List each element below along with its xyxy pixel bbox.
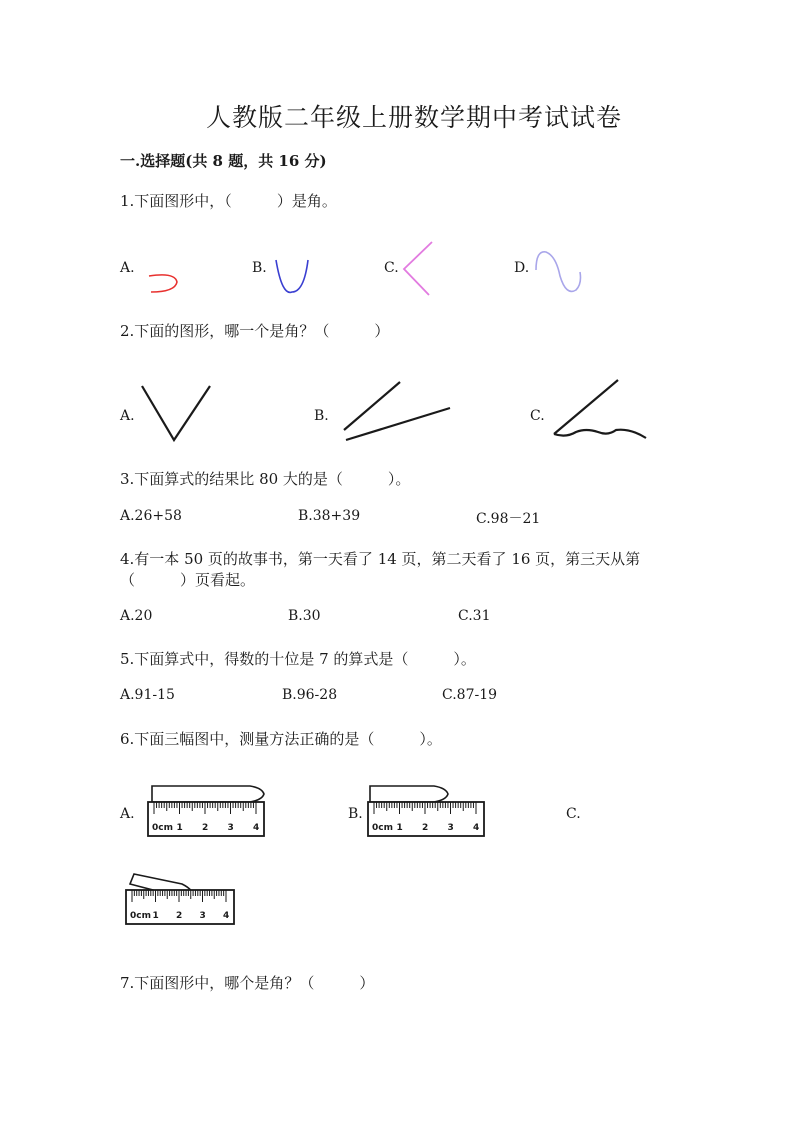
q1-option-a-label: A. xyxy=(120,260,135,276)
page-title: 人教版二年级上册数学期中考试试卷 xyxy=(206,103,623,132)
ruler-tick-label: 0cm xyxy=(372,823,393,833)
ruler-tick-label: 0cm xyxy=(152,823,173,833)
ruler-tick-label: 4 xyxy=(253,823,260,833)
ruler-tick-label: 3 xyxy=(447,823,454,833)
q2-option-c-curved-angle-icon[interactable] xyxy=(548,376,652,442)
q6-option-b-label: B. xyxy=(348,806,363,822)
q4-option-a[interactable]: A.20 xyxy=(120,608,153,624)
q6-option-a-label: A. xyxy=(120,806,135,822)
ruler-tick-label: 1 xyxy=(152,911,159,921)
ruler-tick-label: 2 xyxy=(176,911,183,921)
q1-option-b-label: B. xyxy=(252,260,267,276)
q4-option-c[interactable]: C.31 xyxy=(458,608,491,624)
section-heading: 一.选择题(共 8 题，共 16 分) xyxy=(120,152,327,170)
q6-option-b-ruler-icon[interactable] xyxy=(366,782,492,840)
q2-option-a-label: A. xyxy=(120,408,135,424)
ruler-tick-label: 0cm xyxy=(130,911,151,921)
ruler-tick-label: 2 xyxy=(422,823,429,833)
q6-option-a-ruler-icon[interactable] xyxy=(146,782,272,840)
q1-option-d-label: D. xyxy=(514,260,530,276)
q4-option-b[interactable]: B.30 xyxy=(288,608,321,624)
ruler-tick-label: 4 xyxy=(223,911,230,921)
q2-option-c-label: C. xyxy=(530,408,545,424)
ruler-tick-label: 1 xyxy=(396,823,403,833)
question-5-stem: 5.下面算式中，得数的十位是 7 的算式是（ ）。 xyxy=(120,650,476,668)
q1-option-c-label: C. xyxy=(384,260,399,276)
q1-option-b-u-shape-icon[interactable] xyxy=(272,256,312,296)
ruler-tick-label: 4 xyxy=(473,823,480,833)
question-4-stem-line1: 4.有一本 50 页的故事书，第一天看了 14 页，第二天看了 16 页，第三天从第 xyxy=(120,550,641,568)
q5-option-b[interactable]: B.96-28 xyxy=(282,687,338,703)
q5-option-c[interactable]: C.87-19 xyxy=(442,687,498,703)
q3-option-c[interactable]: C.98－21 xyxy=(476,511,541,527)
ruler-tick-label: 3 xyxy=(199,911,206,921)
question-4-stem-line2: （ ）页看起。 xyxy=(120,571,256,589)
ruler-tick-label: 1 xyxy=(176,823,183,833)
question-3-stem: 3.下面算式的结果比 80 大的是（ ）。 xyxy=(120,470,411,488)
q5-option-a[interactable]: A.91-15 xyxy=(120,687,175,703)
q6-option-c-ruler-icon[interactable] xyxy=(124,862,250,928)
q1-option-d-wave-icon[interactable] xyxy=(532,248,584,296)
q3-option-b[interactable]: B.38+39 xyxy=(298,508,361,524)
question-6-stem: 6.下面三幅图中，测量方法正确的是（ ）。 xyxy=(120,730,442,748)
q2-option-a-angle-icon[interactable] xyxy=(138,382,216,444)
question-2-stem: 2.下面的图形，哪一个是角？（ ） xyxy=(120,322,390,340)
question-1-stem: 1.下面图形中，（ ）是角。 xyxy=(120,192,337,210)
q2-option-b-lines-icon[interactable] xyxy=(340,378,456,444)
q1-option-c-angle-icon[interactable] xyxy=(402,240,434,298)
q3-option-a[interactable]: A.26+58 xyxy=(120,508,182,524)
q2-option-b-label: B. xyxy=(314,408,329,424)
ruler-tick-label: 3 xyxy=(227,823,234,833)
q6-option-c-label: C. xyxy=(566,806,581,822)
question-7-stem: 7.下面图形中，哪个是角？（ ） xyxy=(120,974,375,992)
ruler-tick-label: 2 xyxy=(202,823,209,833)
q1-option-a-curve-icon[interactable] xyxy=(145,268,185,298)
